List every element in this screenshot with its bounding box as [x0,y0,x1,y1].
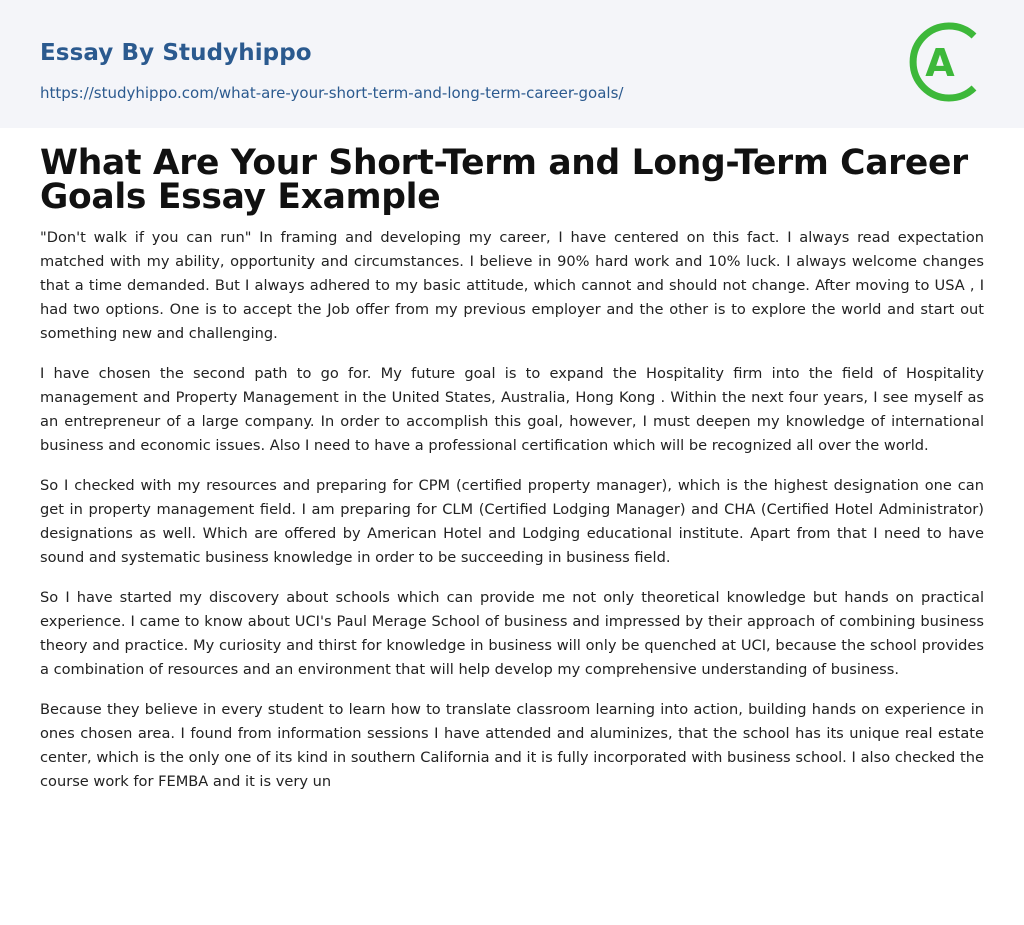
logo-letter: A [925,41,955,85]
essay-body [40,226,984,794]
essay-paragraph: Because they believe in every student to learn how to translate classroom learning into action, building hands on experience in ones chosen area. I found from information sessions I have attended and aluminizes, that the school has its unique real estate center, which is the only one of its kind in southern California and it is fully incorporated with business school. I also checked the course work for FEMBA and it is very un [40,701,984,790]
studyhippo-logo-icon[interactable] [908,18,988,106]
essay-paragraph: So I checked with my resources and preparing for CPM (certified property manager), which is the highest designation one can get in property management field. I am preparing for CLM (Certified Lodging Manager) and CHA (Certified Hotel Administrator) designations as well. Which are offered by American Hotel and Lodging educational institute. Apart from that I need to have sound and systematic business knowledge in order to be succeeding in business field. [40,477,984,566]
essay-paragraph: I have chosen the second path to go for. My future goal is to expand the Hospitality firm into the field of Hospitality management and Property Management in the United States, Australia, Hong Kong . Within the next four years, I see myself as an entrepreneur of a large company. In order to accomplish this goal, however, I must deepen my knowledge of international business and economic issues. Also I need to have a professional certification which will be recognized all over the world. [40,365,984,454]
essay-content [40,143,984,810]
source-url-link[interactable]: https://studyhippo.com/what-are-your-short-term-and-long-term-career-goals/ [40,84,624,102]
essay-paragraph: So I have started my discovery about schools which can provide me not only theoretical knowledge but hands on practical experience. I came to know about UCI's Paul Merage School of business and impressed by their approach of combining business theory and practice. My curiosity and thirst for knowledge in business will only be quenched at UCI, because the school provides a combination of resources and an environment that will help develop my comprehensive understanding of business. [40,589,984,678]
brand-title: Essay By Studyhippo [40,40,312,66]
essay-paragraph: "Don't walk if you can run" In framing and developing my career, I have centered on this fact. I always read expectation matched with my ability, opportunity and circumstances. I believe in 90% hard work and 10% luck. I always welcome changes that a time demanded. But I always adhered to my basic attitude, which cannot and should not change. After moving to USA , I had two options. One is to accept the Job offer from my previous employer and the other is to explore the world and start out something new and challenging. [40,229,984,342]
site-header [0,0,1024,128]
page-title: What Are Your Short-Term and Long-Term Career Goals Essay Example [40,143,968,217]
